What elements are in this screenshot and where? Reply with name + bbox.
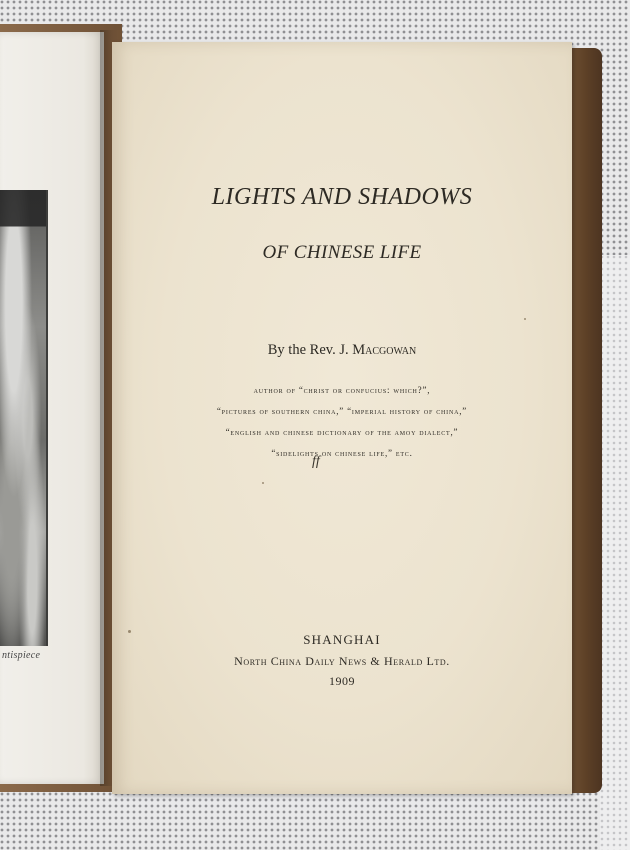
credit-line: “pictures of southern china,” “imperial history of china,”	[216, 406, 468, 416]
frontispiece-caption: ntispiece	[2, 650, 41, 661]
author-byline	[112, 342, 572, 359]
imprint-city: SHANGHAI	[303, 632, 381, 647]
book-subtitle: OF CHINESE LIFE	[262, 242, 422, 263]
author-name: Macgowan	[352, 342, 417, 358]
imprint-year: 1909	[329, 674, 355, 688]
credit-line: author of “christ or confucius: which?”,	[253, 385, 431, 395]
title-page	[112, 42, 572, 794]
book-title: LIGHTS AND SHADOWS	[211, 184, 473, 210]
frontispiece-photo	[0, 190, 48, 646]
paper-speck	[128, 630, 131, 633]
paper-speck	[262, 482, 264, 484]
byline-prefix: By the Rev. J.	[267, 342, 353, 358]
pencil-mark: ff	[312, 454, 320, 469]
imprint-publisher: North China Daily News & Herald Ltd.	[234, 654, 450, 668]
author-credits	[112, 380, 572, 464]
paper-speck	[524, 318, 526, 320]
imprint	[112, 632, 572, 689]
credit-line: “sidelights on chinese life,” etc.	[271, 448, 413, 458]
credit-line: “english and chinese dictionary of the amoy dialect,”	[225, 427, 459, 437]
left-page	[0, 32, 104, 784]
backdrop	[600, 255, 630, 850]
